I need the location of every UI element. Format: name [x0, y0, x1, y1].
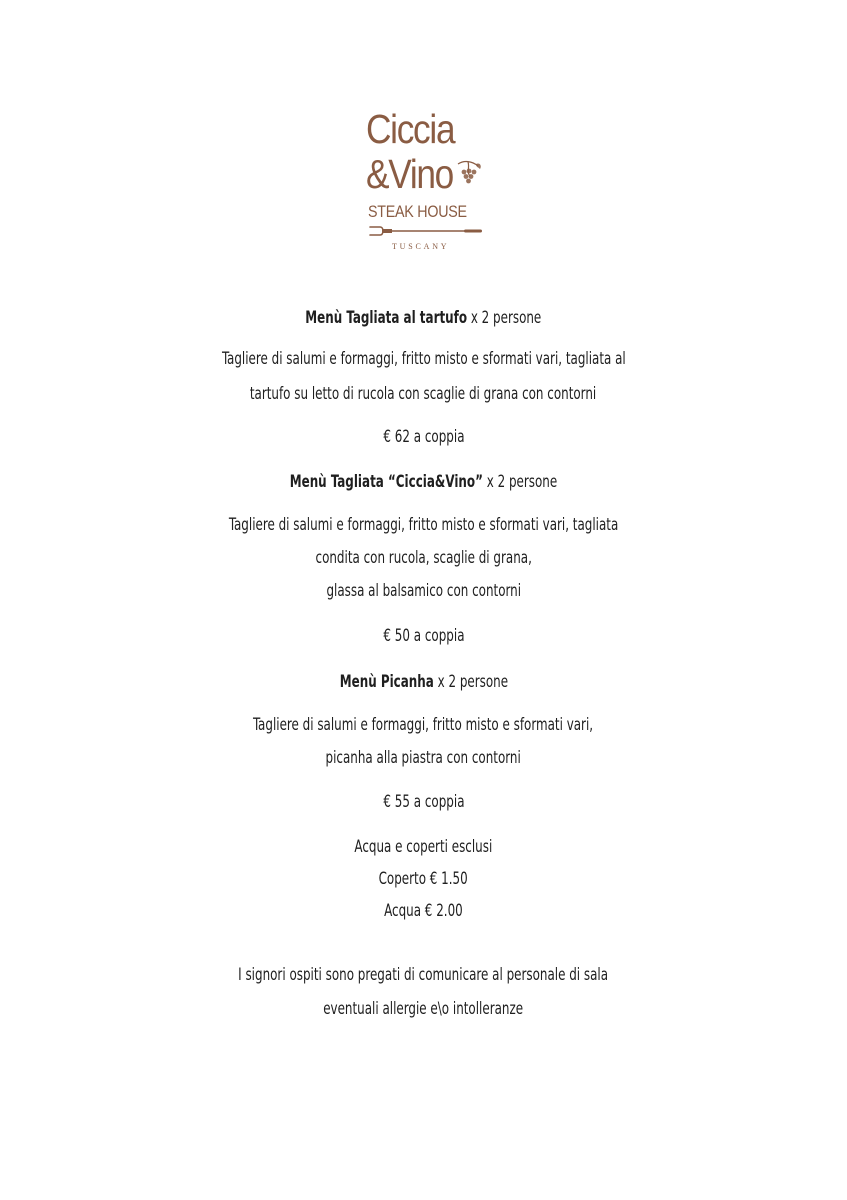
logo-text-tuscany: TUSCANY — [392, 242, 450, 251]
menu-2-price: € 50 a coppia — [382, 626, 465, 646]
menu-1-persons: x 2 persone — [467, 308, 542, 328]
grape-vine-icon — [454, 158, 484, 192]
menu-2-heading — [0, 470, 847, 494]
allergy-notice-line-1: I signori ospiti sono pregati di comunicare al personale di sala — [238, 965, 609, 985]
menu-3-description-line-2: picanha alla piastra con contorni — [325, 748, 522, 768]
carving-fork-icon — [368, 224, 484, 238]
menu-2-description-line-1: Tagliere di salumi e formaggi, fritto misto e sformati vari, tagliata — [228, 515, 619, 535]
extras-line-3: Acqua € 2.00 — [384, 901, 463, 921]
menu-2-description-line-2: condita con rucola, scaglie di grana, — [315, 548, 532, 568]
menu-3-description-line-1: Tagliere di salumi e formaggi, fritto misto e sformati vari, — [253, 715, 594, 735]
menu-2-title: Menù Tagliata “Ciccia&Vino” — [289, 472, 483, 492]
menu-1-title: Menù Tagliata al tartufo — [305, 308, 468, 328]
logo-text-ciccia: Ciccia — [366, 106, 455, 152]
extras-line-1: Acqua e coperti esclusi — [354, 837, 493, 857]
logo-text-steak-house: STEAK HOUSE — [368, 202, 467, 221]
menu-2-description-line-3: glassa al balsamico con contorni — [326, 581, 521, 601]
menu-3-persons: x 2 persone — [433, 672, 508, 692]
menu-3-title: Menù Picanha — [339, 672, 434, 692]
menu-1-description-line-2: tartufo su letto di rucola con scaglie di grana con contorni — [250, 384, 597, 404]
allergy-notice-line-2: eventuali allergie e\o intolleranze — [323, 999, 524, 1019]
menu-2-persons: x 2 persone — [482, 472, 558, 492]
extras-line-2: Coperto € 1.50 — [378, 869, 469, 889]
logo-text-vino: &Vino — [366, 151, 454, 197]
menu-3-price: € 55 a coppia — [382, 792, 465, 812]
menu-1-heading — [0, 306, 847, 330]
menu-1-price: € 62 a coppia — [382, 427, 465, 447]
restaurant-logo — [362, 106, 486, 264]
menu-3-heading — [0, 670, 847, 694]
menu-1-description-line-1: Tagliere di salumi e formaggi, fritto misto e sformati vari, tagliata al — [221, 349, 626, 369]
